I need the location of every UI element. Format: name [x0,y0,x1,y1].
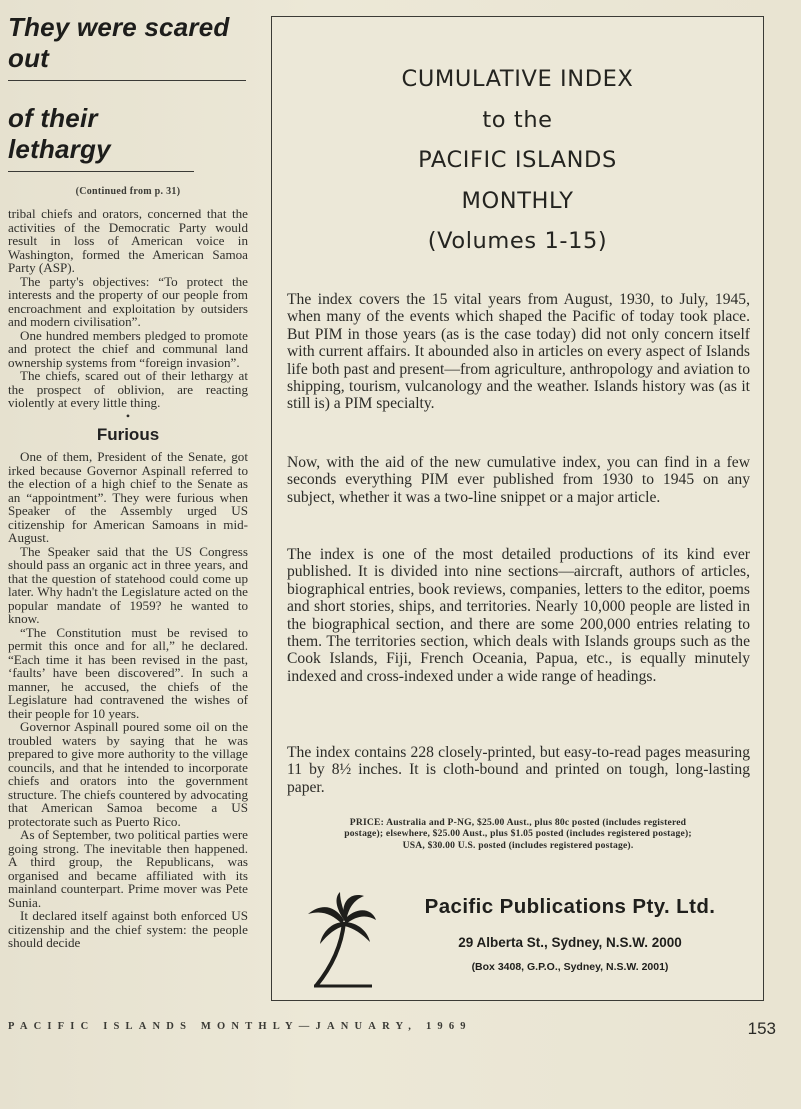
page-number: 153 [747,1019,776,1038]
price-note: PRICE: Australia and P-NG, $25.00 Aust., plus 80c posted (includes registered postage); elsewhere, $25.00 Aust., plus $1.05 posted (includes registered postage); USA, $30.00 U.S. posted (includes registered postage). [344,817,692,851]
continued-note: (Continued from p. 31) [75,186,181,197]
article-body [8,207,248,950]
subhead-furious: Furious [96,424,160,444]
article-paragraph: Governor Aspinall poured some oil on the troubled waters by saying that he was prepared to give more authority to the village councils, and that he intended to incorporate chiefs and orators into the government structure. The chiefs countered by advocating that American Samoa become a US protectorate such as Puerto Rico. [8,719,248,829]
publisher-block [400,895,740,973]
article-paragraph: The Speaker said that the US Congress should pass an organic act in three years, and that the question of statehood could come up later. Why hadn't the Legislature acted on the popular mandate of 1959? he wanted to know. [8,543,248,626]
article-paragraph: The party's objectives: “To protect the interests and the property of our people from encroachment and exploitation by outsiders and modern civilisation”. [8,273,248,329]
headline-line-1: They were scared out [8,12,246,81]
article-paragraph: tribal chiefs and orators, concerned that the activities of the Democratic Party would result in loss of American voice in Washington, formed the American Samoa Party (ASP). [8,206,248,275]
article-paragraph: It declared itself against both enforced US citizenship and the chief system: the people should decide [8,908,248,950]
publisher-address: 29 Alberta St., Sydney, N.S.W. 2000 [458,935,682,950]
running-footer: PACIFIC ISLANDS MONTHLY—JANUARY, 1969 [8,1021,472,1032]
article-paragraph: One of them, President of the Senate, got irked because Governor Aspinall referred to the election of a high chief to the Senate as an “appointment”. They were furious when Speaker of the Assembly urged US citizenship for American Samoans in mid-August. [8,449,248,545]
ad-paragraph-1: The index covers the 15 vital years from August, 1930, to July, 1945, when many of the events which shaped the Pacific of today took place. But PIM in those years (as is the case today) did not only concern itself with current affairs. It abounded also in articles on every aspect of Islands life both past and present—from agriculture, anthropology and aviation to shipping, tourism, vulcanology and the weather. Islands history was (as it still is) a PIM specialty. [287,291,750,413]
ad-title-line: PACIFIC ISLANDS [418,147,617,173]
ad-paragraph-3: The index is one of the most detailed productions of its kind ever published. It is divided into nine sections—aircraft, authors of articles, biographical entries, book reviews, companies, letters to the editor, poems and short stories, ships, and territories. Nearly 10,000 people are listed in the biographical section, and there are some 200,000 entries relating to them. The territories section, which deals with Islands groups such as the Cook Islands, Fiji, French Oceania, Papua, etc., is equally minutely indexed and cross-indexed under a wide range of headings. [287,546,750,685]
palm-tree-icon [306,892,378,990]
article-paragraph: “The Constitution must be revised to permit this once and for all,” he declared. “Each time it has been revised in the past, ‘faults’ have been discovered”. In such a manner, he accused, the chiefs of the Legislature had contravened the wishes of their people for 10 years. [8,624,248,721]
article-paragraph: The chiefs, scared out of their lethargy at the prospect of oblivion, are reacting violently at every little thing. [8,368,248,410]
section-dot: • [125,408,131,423]
article-paragraph: As of September, two political parties were going strong. The inevitable then happened. A third group, the Republicans, was organised and became affiliated with its mainland counterpart. Prime mover was Pete Sunia. [8,827,248,910]
headline-line-2: of their lethargy [8,103,194,172]
ad-title-line: MONTHLY [461,187,574,214]
ad-paragraph-4: The index contains 228 closely-printed, but easy-to-read pages measuring 11 by 8½ inches. It is cloth-bound and printed on tough, long-lasting paper. [287,744,750,796]
publisher-name: Pacific Publications Pty. Ltd. [424,895,716,918]
article-column [8,12,248,950]
ad-title-line: CUMULATIVE INDEX [401,66,634,92]
article-paragraph: One hundred members pledged to promote and protect the chief and communal land ownership systems from “foreign invasion”. [8,327,248,370]
ad-paragraph-2: Now, with the aid of the new cumulative index, you can find in a few seconds everything PIM ever published from 1930 to 1945 on any subject, whether it was a two-line snippet or a major article. [287,454,750,506]
publisher-box: (Box 3408, G.P.O., Sydney, N.S.W. 2001) [471,961,669,973]
ad-title-line: (Volumes 1-15) [427,228,608,254]
advertisement-box [271,16,764,1001]
ad-title [272,59,763,262]
ad-title-line: to the [482,106,553,133]
